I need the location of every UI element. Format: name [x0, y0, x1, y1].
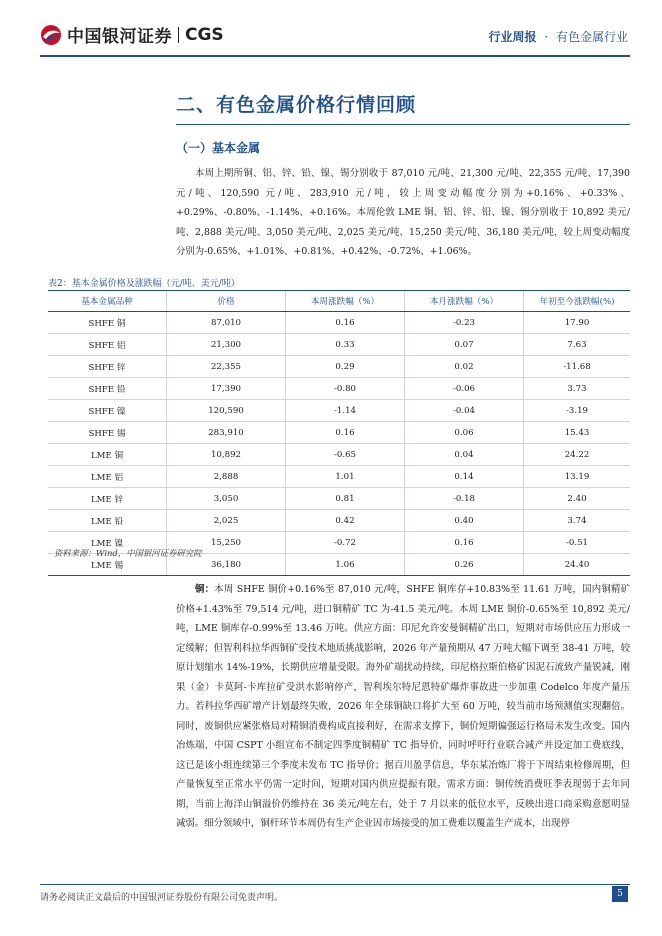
table-cell: -0.65 — [286, 444, 405, 466]
table-caption: 表2：基本金属价格及涨跌幅（元/吨、美元/吨） — [48, 279, 240, 289]
table-cell: LME 铝 — [48, 466, 167, 488]
table-cell: 24.40 — [524, 554, 631, 576]
table-cell: SHFE 镍 — [48, 400, 167, 422]
table-cell: 1.06 — [286, 554, 405, 576]
table-cell: 0.29 — [286, 356, 405, 378]
table-cell: 0.42 — [286, 510, 405, 532]
section-divider — [176, 124, 630, 125]
table-cell: 22,355 — [167, 356, 286, 378]
table-header-row — [48, 291, 630, 312]
logo-separator — [178, 27, 179, 43]
report-category — [488, 28, 628, 45]
price-summary-paragraph: 本周上期所铜、铝、锌、铅、镍、锡分别收于 87,010 元/吨、21,300 元/吨、22,355 元/吨、17,390 元/吨、120,590 元/吨、283,910 元/吨，较上周变动幅度分别为+0.16%、+0.33%、+0.29%、-0.80%、-1.14%、+0.16%。本周伦敦 LME 铜、铝、锌、铅、镍、锡分别收于 10,892 美元/吨、2,888 美元/吨、3,050 美元/吨、2,025 美元/吨、15,250 美元/吨、36,180 美元/吨，较上周变动幅度分别为-0.65%、+1.01%、+0.81%、+0.42%、-0.72%、+1.06%。 — [176, 168, 630, 257]
subsection-title: （一）基本金属 — [176, 141, 261, 155]
table-cell: LME 铅 — [48, 510, 167, 532]
table-cell: -0.72 — [286, 532, 405, 554]
table-cell: -3.19 — [524, 400, 631, 422]
table-cell: SHFE 铅 — [48, 378, 167, 400]
table-row — [48, 466, 630, 488]
table-row — [48, 422, 630, 444]
galaxy-logo-icon — [40, 24, 62, 46]
table-cell: 15,250 — [167, 532, 286, 554]
table-cell: 120,590 — [167, 400, 286, 422]
logo-english-name: CGS — [185, 24, 224, 45]
column-header: 年初至今涨跌幅(%) — [524, 291, 631, 312]
table-cell: SHFE 锌 — [48, 356, 167, 378]
section-title: 二、有色金属价格行情回顾 — [176, 94, 417, 116]
table-cell: 36,180 — [167, 554, 286, 576]
table-row — [48, 356, 630, 378]
table-cell: 0.16 — [286, 422, 405, 444]
table-row — [48, 510, 630, 532]
copper-analysis-paragraph — [176, 580, 630, 834]
copper-lead-label: 铜： — [195, 584, 215, 595]
table-cell: 3,050 — [167, 488, 286, 510]
table-cell: SHFE 铝 — [48, 334, 167, 356]
table-cell: 2,025 — [167, 510, 286, 532]
table-cell: SHFE 铜 — [48, 312, 167, 334]
page-number: 5 — [612, 886, 628, 902]
table-cell: 3.73 — [524, 378, 631, 400]
table-cell: -0.04 — [405, 400, 524, 422]
table-row — [48, 444, 630, 466]
table-cell: 283,910 — [167, 422, 286, 444]
table-body — [48, 312, 630, 576]
table-cell: 2.40 — [524, 488, 631, 510]
table-cell: 0.14 — [405, 466, 524, 488]
industry-name: 有色金属行业 — [555, 30, 628, 44]
table-cell: 0.16 — [286, 312, 405, 334]
table-cell: 0.04 — [405, 444, 524, 466]
table-cell: 0.81 — [286, 488, 405, 510]
table-cell: -0.06 — [405, 378, 524, 400]
table-cell: 1.01 — [286, 466, 405, 488]
table-cell: -0.80 — [286, 378, 405, 400]
table-row — [48, 400, 630, 422]
table-cell: 17.90 — [524, 312, 631, 334]
table-row — [48, 312, 630, 334]
table-cell: SHFE 锡 — [48, 422, 167, 444]
footer-divider — [40, 884, 630, 885]
table-cell: 87,010 — [167, 312, 286, 334]
table-cell: -0.18 — [405, 488, 524, 510]
table-cell: -0.51 — [524, 532, 631, 554]
table-cell: 2,888 — [167, 466, 286, 488]
report-type: 行业周报 — [488, 30, 537, 44]
column-header: 基本金属品种 — [48, 291, 167, 312]
table-source-note: 资料来源：Wind，中国银河证券研究院 — [54, 548, 202, 558]
table-row — [48, 488, 630, 510]
column-header: 本月涨跌幅（%） — [405, 291, 524, 312]
table-cell: -11.68 — [524, 356, 631, 378]
table-cell: 15.43 — [524, 422, 631, 444]
table-cell: 24.22 — [524, 444, 631, 466]
copper-analysis-text: 本周 SHFE 铜价+0.16%至 87,010 元/吨，SHFE 铜库存+10.83%至 11.61 万吨，国内铜精矿价格+1.43%至 79,514 元/吨，进口铜精矿 TC 为-41.5 美元/吨。本周 LME 铜价-0.65%至 10,892 美元/吨，LME 铜库存-0.99%至 13.46 万吨。供应方面：印尼允许安曼铜精矿出口，短期对市场供应压力形成一定缓解；但智利科拉华西铜矿受技术地质挑战影响，2026 年产量预期从 47 万吨大幅下调至 38-41 万吨，较原计划缩水 14%-19%，长期供应增量受限。海外矿端扰动持续，印尼格拉斯伯格矿因泥石流致产量锐减，刚果（金）卡莫阿-卡库拉矿受洪水影响停产，智利埃尔特尼恩特矿爆炸事故进一步加重 Codelco 年度产量压力。若科拉华西矿增产计划最终失败，2026 年全球铜缺口将扩大至 60 万吨，较当前市场预测值实现翻倍。同时，废铜供应紧张格局对精铜消费构成直接利好，在需求支撑下，铜价短期偏强运行格局未发生改变。国内冶炼端，中国 CSPT 小组宣布不制定四季度铜精矿 TC 指导价，同时呼吁行业联合减产并设定加工费底线，这已是该小组连续第三个季度未发布 TC 指导价；据百川盈孚信息，华东某冶炼厂将于下周结束检修周期，但产量恢复至正常水平仍需一定时间，短期对国内供应提振有限。需求方面：铜传统消费旺季表现弱于去年同期，当前上海洋山铜溢价仍维持在 36 美元/吨左右，处于 7 月以来的低位水平，反映出进口商采购意愿明显减弱。细分领域中，铜杆环节本周仍有生产企业因市场接受的加工费难以覆盖生产成本，出现停 — [176, 584, 630, 829]
table-cell: 0.07 — [405, 334, 524, 356]
table-cell: 0.26 — [405, 554, 524, 576]
logo-chinese-name: 中国银河证券 — [67, 27, 172, 47]
table-row — [48, 334, 630, 356]
table-cell: 17,390 — [167, 378, 286, 400]
table-cell: LME 锡 — [48, 554, 167, 576]
table-cell: -0.23 — [405, 312, 524, 334]
table-cell: LME 镍 — [48, 532, 167, 554]
table-cell: 7.63 — [524, 334, 631, 356]
column-header: 本周涨跌幅（%） — [286, 291, 405, 312]
company-logo — [40, 22, 224, 47]
header-divider — [40, 55, 630, 57]
table-row — [48, 378, 630, 400]
footer-disclaimer: 请务必阅读正文最后的中国银河证券股份有限公司免责声明。 — [40, 893, 284, 903]
table-cell: 21,300 — [167, 334, 286, 356]
table-cell: -1.14 — [286, 400, 405, 422]
header-dot: · — [544, 30, 549, 44]
table-cell: LME 锌 — [48, 488, 167, 510]
table-cell: LME 铜 — [48, 444, 167, 466]
column-header: 价格 — [167, 291, 286, 312]
table-cell: 0.06 — [405, 422, 524, 444]
metal-price-table — [48, 290, 630, 576]
table-cell: 0.02 — [405, 356, 524, 378]
table-cell: 10,892 — [167, 444, 286, 466]
page-header — [0, 0, 662, 62]
table-cell: 0.33 — [286, 334, 405, 356]
table-cell: 0.40 — [405, 510, 524, 532]
table-cell: 13.19 — [524, 466, 631, 488]
table-cell: 0.16 — [405, 532, 524, 554]
table-cell: 3.74 — [524, 510, 631, 532]
